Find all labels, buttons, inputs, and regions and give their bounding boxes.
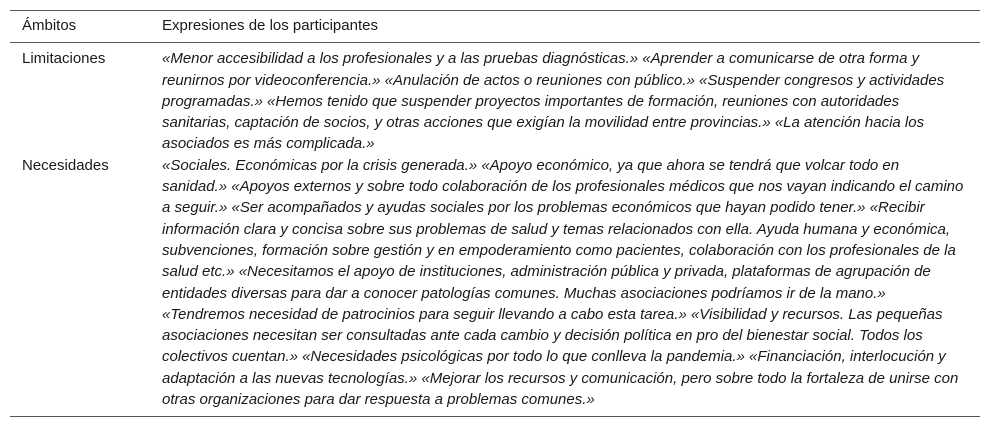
header-row [10,11,980,43]
header-ambitos: Ámbitos [10,11,162,43]
row-expresiones-necesidades: «Sociales. Económicas por la crisis generada.» «Apoyo económico, ya que ahora se tendrá que volcar todo en sanidad.» «Apoyos externos y sobre todo colaboración de los profesionales médicos que nos vayan indicando el camino a seguir.» «Ser acompañados y ayudas sociales por los problemas económicos que hayan podido tener.» «Recibir información clara y concisa sobre sus problemas de salud y temas relacionados con ella. Ayuda humana y económica, subvenciones, formación sobre gestión y en empoderamiento como pacientes, colaboración con los profesionales de la salud etc.» «Necesitamos el apoyo de instituciones, administración pública y privada, plataformas de agrupación de entidades diversas para dar a conocer patologías comunes. Muchas asociaciones podríamos ir de la mano.» «Tendremos necesidad de patrocinios para seguir llevando a cabo esta tarea.» «Visibilidad y recursos. Las pequeñas asociaciones necesitan ser consultadas ante cada cambio y decisión política en pro del bienestar social. Todos los colectivos cuentan.» «Necesidades psicológicas por todo lo que conlleva la pandemia.» «Financiación, interlocución y adaptación a las nuevas tecnologías.» «Mejorar los recursos y comunicación, pero sobre todo la fortaleza de unirse con otras organizaciones para dar respuesta a problemas comunes.» [162,155,980,417]
table-container [10,10,980,417]
header-expresiones: Expresiones de los participantes [162,11,980,43]
table-row [10,43,980,155]
row-expresiones-limitaciones: «Menor accesibilidad a los profesionales y a las pruebas diagnósticas.» «Aprender a comunicarse de otra forma y reunirnos por videoconferencia.» «Anulación de actos o reuniones con público.» «Suspender congresos y actividades programadas.» «Hemos tenido que suspender proyectos importantes de formación, reuniones con autoridades sanitarias, captación de socios, y otras acciones que exigían la movilidad entre provincias.» «La atención hacia los asociados es más complicada.» [162,50,945,153]
row-ambito-limitaciones: Limitaciones [22,50,106,68]
table-body [10,43,980,417]
table-row [10,155,980,417]
row-ambito-necesidades: Necesidades [10,155,162,417]
table-header [10,11,980,43]
participants-table [10,10,980,417]
